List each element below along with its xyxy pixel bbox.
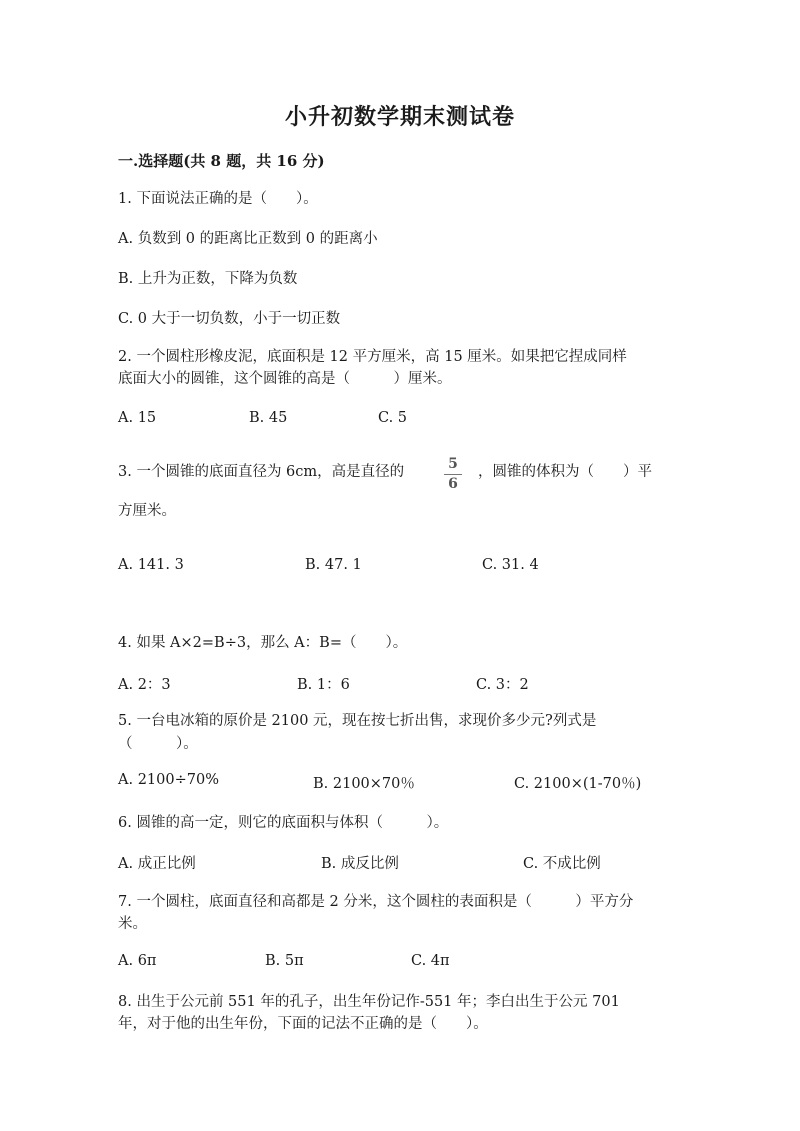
question-4-stem: 4. 如果 A×2=B÷3，那么 A：B=（ ）。: [118, 635, 408, 651]
question-1-option-c: C. 0 大于一切负数，小于一切正数: [118, 311, 341, 327]
question-7-option-c: C. 4π: [411, 953, 450, 969]
question-8-line-2: 年，对于他的出生年份，下面的记法不正确的是（ ）。: [118, 1016, 488, 1032]
question-6-option-b: B. 成反比例: [321, 856, 399, 872]
question-2-line-1: 2. 一个圆柱形橡皮泥，底面积是 12 平方厘米，高 15 厘米。如果把它捏成同样: [118, 349, 627, 365]
fraction-five-sixths: [444, 456, 462, 493]
question-6-option-c: C. 不成比例: [523, 856, 601, 872]
question-6-stem: 6. 圆锥的高一定，则它的底面积与体积（ ）。: [118, 815, 449, 831]
section-heading: 一.选择题(共 8 题，共 16 分): [118, 152, 325, 170]
question-7-option-a: A. 6π: [118, 953, 157, 969]
question-1-stem: 1. 下面说法正确的是（ ）。: [118, 191, 318, 207]
question-4-option-b: B. 1：6: [297, 677, 350, 693]
fraction-bar: [444, 474, 462, 475]
question-7-line-1: 7. 一个圆柱，底面直径和高都是 2 分米，这个圆柱的表面积是（ ）平方分: [118, 894, 634, 910]
question-5-line-1: 5. 一台电冰箱的原价是 2100 元，现在按七折出售，求现价多少元?列式是: [118, 713, 597, 729]
question-5-option-a: A. 2100÷70%: [118, 772, 219, 788]
question-3-line-2: 方厘米。: [118, 503, 176, 519]
question-7-option-b: B. 5π: [265, 953, 304, 969]
question-1-option-b: B. 上升为正数，下降为负数: [118, 271, 298, 287]
fraction-denominator: 6: [448, 476, 458, 492]
question-8-line-1: 8. 出生于公元前 551 年的孔子，出生年份记作-551 年；李白出生于公元 701: [118, 994, 620, 1010]
question-4-option-a: A. 2：3: [118, 677, 171, 693]
question-3-line-1b: ，圆锥的体积为（ ）平: [478, 464, 652, 480]
question-2-line-2: 底面大小的圆锥，这个圆锥的高是（ ）厘米。: [118, 371, 452, 387]
question-2-option-b: B. 45: [249, 410, 288, 426]
question-2-option-a: A. 15: [118, 410, 157, 426]
question-3-option-c: C. 31. 4: [482, 557, 539, 573]
question-3-line-1a: 3. 一个圆锥的底面直径为 6cm，高是直径的: [118, 464, 405, 480]
question-3-option-b: B. 47. 1: [305, 557, 362, 573]
question-5-option-c: C. 2100×(1-70％): [514, 776, 642, 792]
question-2-option-c: C. 5: [378, 410, 408, 426]
question-5-option-b: B. 2100×70％: [313, 776, 415, 792]
question-4-option-c: C. 3：2: [476, 677, 529, 693]
question-3-option-a: A. 141. 3: [118, 557, 184, 573]
question-5-line-2: （ ）。: [118, 736, 198, 752]
page-title: 小升初数学期末测试卷: [284, 104, 515, 130]
fraction-numerator: 5: [448, 456, 458, 472]
question-7-line-2: 米。: [118, 916, 147, 932]
question-1-option-a: A. 负数到 0 的距离比正数到 0 的距离小: [118, 231, 378, 247]
question-6-option-a: A. 成正比例: [118, 856, 196, 872]
